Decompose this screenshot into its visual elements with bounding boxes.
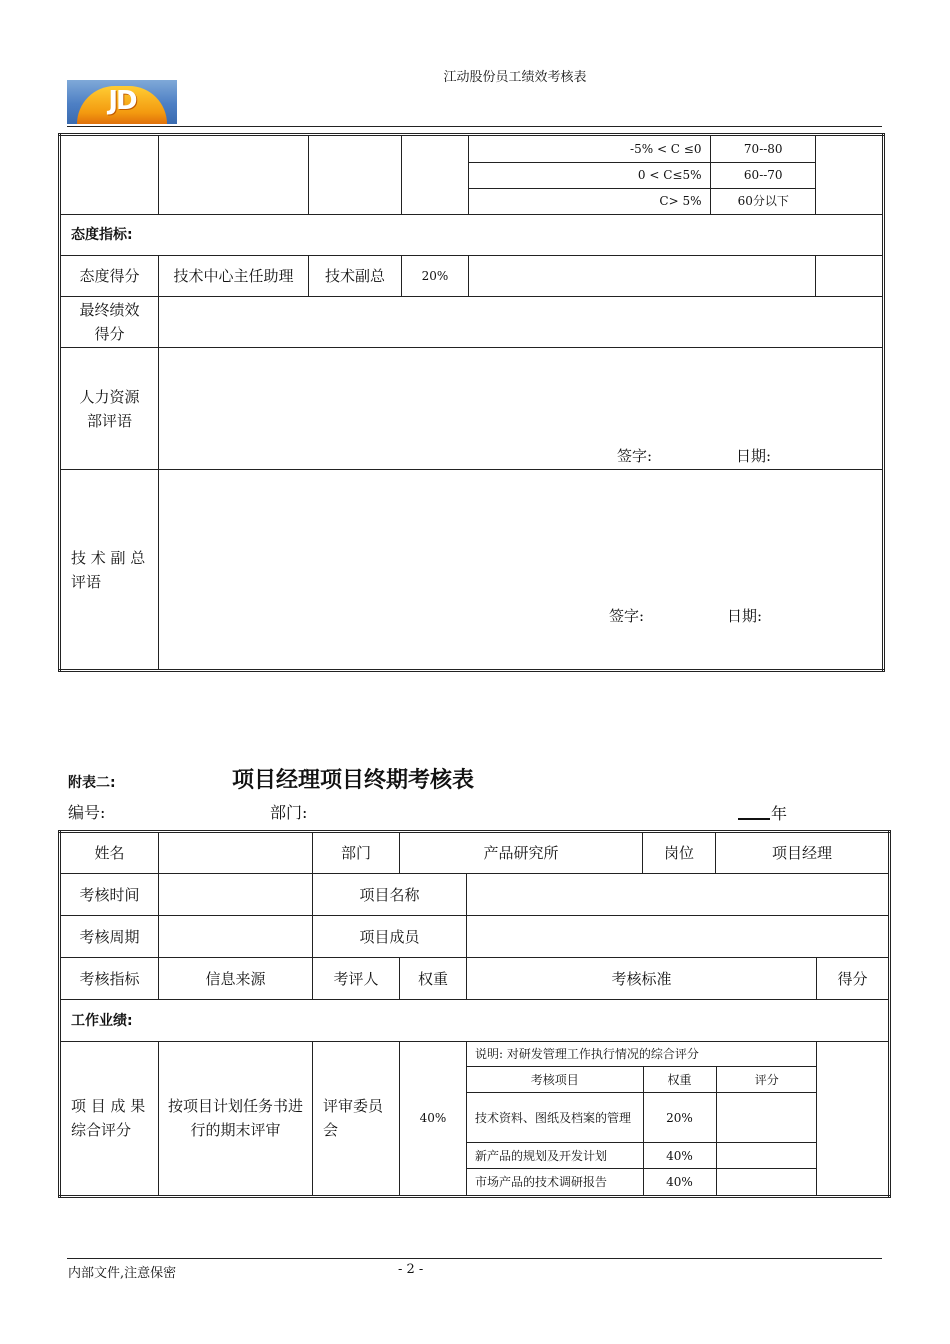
attitude-reviewer: 技术副总 <box>309 256 402 297</box>
time-field[interactable] <box>159 874 313 916</box>
footer-rule <box>67 1258 882 1259</box>
attitude-score-row <box>60 256 884 297</box>
criteria-subrow <box>469 188 816 214</box>
sub-item: 技术资料、图纸及档案的管理 <box>467 1093 643 1143</box>
criteria-row <box>60 135 884 215</box>
position-value: 项目经理 <box>716 832 890 874</box>
appendix-label: 附表二: <box>68 775 116 791</box>
sub-header-item: 考核项目 <box>467 1067 643 1093</box>
criteria-score: 70--80 <box>710 136 816 162</box>
position-label: 岗位 <box>643 832 716 874</box>
criteria-subrow <box>469 136 816 162</box>
performance-table-continued <box>58 133 885 672</box>
hr-comment-label: 人力资源部评语 <box>60 348 159 470</box>
result-weight: 40% <box>400 1042 467 1197</box>
members-label: 项目成员 <box>313 916 467 958</box>
attitude-weight: 20% <box>402 256 469 297</box>
year-blank-line <box>738 818 770 820</box>
appendix-title: 项目经理项目终期考核表 <box>232 768 475 793</box>
vp-comment-label: 技 术 副 总 评语 <box>60 470 159 671</box>
attitude-source: 技术中心主任助理 <box>159 256 309 297</box>
attitude-standard-cell <box>469 256 816 297</box>
sub-weight: 20% <box>643 1093 716 1143</box>
final-score-label: 最终绩效得分 <box>60 297 159 348</box>
period-label: 考核周期 <box>60 916 159 958</box>
info-row-3 <box>60 916 890 958</box>
vp-comment-row <box>60 470 884 671</box>
document-header-title: 江动股份员工绩效考核表 <box>443 70 587 85</box>
attitude-score-cell <box>816 256 884 297</box>
criteria-condition: -5% < C ≤0 <box>469 136 710 162</box>
project-result-row <box>60 1042 890 1197</box>
attitude-section-row <box>60 215 884 256</box>
sub-weight: 40% <box>643 1143 716 1169</box>
result-score-cell[interactable] <box>817 1042 890 1197</box>
col-reviewer: 考评人 <box>313 958 400 1000</box>
final-score-value <box>159 297 884 348</box>
project-name-label: 项目名称 <box>313 874 467 916</box>
members-field[interactable] <box>467 916 890 958</box>
period-field[interactable] <box>159 916 313 958</box>
column-header-row <box>60 958 890 1000</box>
col-indicator: 考核指标 <box>60 958 159 1000</box>
sub-item: 新产品的规划及开发计划 <box>467 1143 643 1169</box>
criteria-condition: 0 < C≤5% <box>469 162 710 188</box>
sub-row <box>467 1143 817 1169</box>
vp-sign-label: 签字: <box>609 607 645 625</box>
col-score: 得分 <box>817 958 890 1000</box>
result-source: 按项目计划任务书进行的期末评审 <box>159 1042 313 1197</box>
name-label: 姓名 <box>60 832 159 874</box>
info-row-2 <box>60 874 890 916</box>
hr-date-label: 日期: <box>736 447 772 465</box>
sub-score-field[interactable] <box>716 1143 817 1169</box>
name-field[interactable] <box>159 832 313 874</box>
attitude-score-label: 态度得分 <box>60 256 159 297</box>
criteria-subrow <box>469 162 816 188</box>
final-score-row <box>60 297 884 348</box>
result-reviewer: 评审委员会 <box>313 1042 400 1197</box>
number-label: 编号: <box>68 803 106 822</box>
vp-comment-field[interactable] <box>159 470 884 671</box>
time-label: 考核时间 <box>60 874 159 916</box>
dept-label: 部门 <box>313 832 400 874</box>
company-logo <box>67 80 177 124</box>
sub-score-field[interactable] <box>716 1093 817 1143</box>
logo-mark: JD <box>108 86 136 116</box>
result-standard-cell <box>467 1042 817 1197</box>
dept-value: 产品研究所 <box>400 832 643 874</box>
year-label: 年 <box>771 804 788 823</box>
sub-score-field[interactable] <box>716 1169 817 1195</box>
header-rule <box>67 126 882 127</box>
sub-weight: 40% <box>643 1169 716 1195</box>
department-label: 部门: <box>270 803 308 822</box>
hr-comment-row <box>60 348 884 470</box>
performance-section-row <box>60 1000 890 1042</box>
performance-section-header: 工作业绩: <box>60 1000 890 1042</box>
sub-row <box>467 1169 817 1195</box>
sub-item: 市场产品的技术调研报告 <box>467 1169 643 1195</box>
footer-confidential: 内部文件,注意保密 <box>68 1266 177 1281</box>
project-name-field[interactable] <box>467 874 890 916</box>
criteria-score: 60分以下 <box>710 188 816 214</box>
col-weight: 权重 <box>400 958 467 1000</box>
info-row-1 <box>60 832 890 874</box>
hr-sign-label: 签字: <box>617 447 653 465</box>
sub-header-weight: 权重 <box>643 1067 716 1093</box>
result-indicator: 项 目 成 果 综合评分 <box>60 1042 159 1197</box>
col-standard: 考核标准 <box>467 958 817 1000</box>
footer-page-number: - 2 - <box>398 1262 424 1277</box>
project-manager-table <box>58 830 891 1198</box>
attitude-section-header: 态度指标: <box>60 215 884 256</box>
sub-header-score: 评分 <box>716 1067 817 1093</box>
sub-row <box>467 1093 817 1143</box>
criteria-condition: C> 5% <box>469 188 710 214</box>
vp-date-label: 日期: <box>727 607 763 625</box>
hr-comment-field[interactable] <box>159 348 884 470</box>
criteria-score: 60--70 <box>710 162 816 188</box>
col-source: 信息来源 <box>159 958 313 1000</box>
result-note: 说明: 对研发管理工作执行情况的综合评分 <box>467 1042 817 1067</box>
